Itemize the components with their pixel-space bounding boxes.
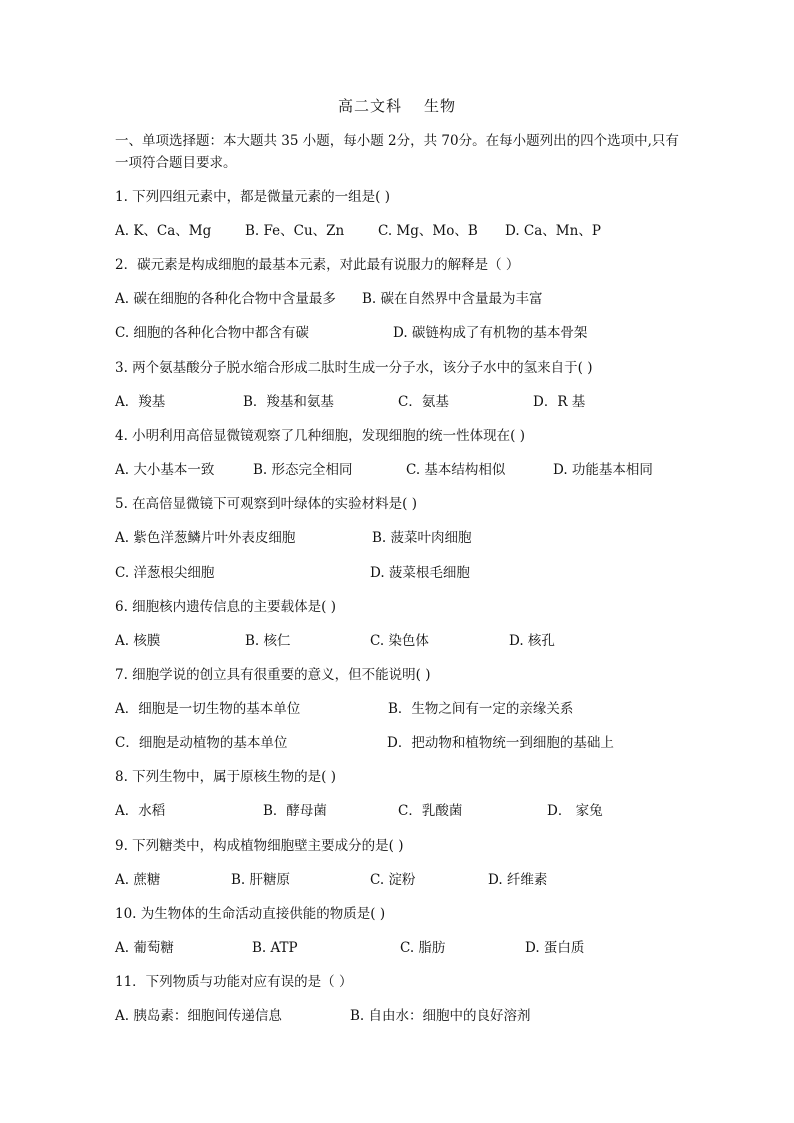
q1-option-d: D. Ca、Mn、P xyxy=(505,223,601,239)
q10-option-c: C. 脂肪 xyxy=(400,940,446,956)
question-6: 6. 细胞核内遗传信息的主要载体是( ) xyxy=(115,599,336,615)
q6-option-a: A. 核膜 xyxy=(115,633,161,649)
question-7: 7. 细胞学说的创立具有很重要的意义，但不能说明( ) xyxy=(115,667,431,683)
q1-option-a: A. K、Ca、Mg xyxy=(115,223,212,239)
q2-option-b: B. 碳在自然界中含量最为丰富 xyxy=(362,291,543,307)
q9-option-d: D. 纤维素 xyxy=(488,872,548,888)
question-9: 9. 下列糖类中，构成植物细胞壁主要成分的是( ) xyxy=(115,838,404,854)
question-5: 5. 在高倍显微镜下可观察到叶绿体的实验材料是( ) xyxy=(115,496,417,512)
q9-option-c: C. 淀粉 xyxy=(370,872,416,888)
q5-option-a: A. 紫色洋葱鳞片叶外表皮细胞 xyxy=(115,530,296,546)
title-main: 高二文科 xyxy=(337,97,402,115)
q9-option-a: A. 蔗糖 xyxy=(115,872,161,888)
q4-option-a: A. 大小基本一致 xyxy=(115,462,215,478)
question-11: 11．下列物质与功能对应有误的是（ ） xyxy=(115,974,353,990)
q11-option-a: A. 胰岛素：细胞间传递信息 xyxy=(115,1008,282,1024)
q6-option-d: D. 核孔 xyxy=(509,633,555,649)
q1-option-c: C. Mg、Mo、B xyxy=(378,223,478,239)
q6-option-c: C. 染色体 xyxy=(370,633,429,649)
q3-option-c: C．氨基 xyxy=(398,394,449,410)
q8-option-d: D． 家兔 xyxy=(547,803,603,819)
page-title xyxy=(0,95,794,116)
question-10: 10. 为生物体的生命活动直接供能的物质是( ) xyxy=(115,906,386,922)
q7-option-b: B．生物之间有一定的亲缘关系 xyxy=(388,701,574,717)
q2-option-a: A. 碳在细胞的各种化合物中含量最多 xyxy=(115,291,336,307)
q2-option-c: C. 细胞的各种化合物中都含有碳 xyxy=(115,325,309,341)
q4-option-b: B. 形态完全相同 xyxy=(253,462,353,478)
q10-option-d: D. 蛋白质 xyxy=(525,940,585,956)
question-1: 1. 下列四组元素中，都是微量元素的一组是( ) xyxy=(115,189,390,205)
q5-option-c: C. 洋葱根尖细胞 xyxy=(115,565,215,581)
q8-option-b: B．酵母菌 xyxy=(263,803,327,819)
q10-option-b: B. ATP xyxy=(252,940,298,956)
q8-option-c: C．乳酸菌 xyxy=(398,803,463,819)
q2-option-d: D. 碳链构成了有机物的基本骨架 xyxy=(393,325,588,341)
q9-option-b: B. 肝糖原 xyxy=(231,872,291,888)
q4-option-d: D. 功能基本相同 xyxy=(553,462,653,478)
question-4: 4. 小明利用高倍显微镜观察了几种细胞，发现细胞的统一性体现在( ) xyxy=(115,428,525,444)
question-3: 3. 两个氨基酸分子脱水缩合形成二肽时生成一分子水，该分子水中的氢来自于( ) xyxy=(115,360,593,376)
q7-option-a: A．细胞是一切生物的基本单位 xyxy=(115,701,301,717)
q5-option-d: D. 菠菜根毛细胞 xyxy=(370,565,470,581)
q3-option-d: D．R 基 xyxy=(533,394,586,410)
q1-option-b: B. Fe、Cu、Zn xyxy=(245,223,345,239)
q8-option-a: A．水稻 xyxy=(115,803,166,819)
q11-option-b: B. 自由水：细胞中的良好溶剂 xyxy=(350,1008,531,1024)
q5-option-b: B. 菠菜叶肉细胞 xyxy=(372,530,472,546)
question-8: 8. 下列生物中，属于原核生物的是( ) xyxy=(115,769,336,785)
q4-option-c: C. 基本结构相似 xyxy=(406,462,506,478)
q3-option-b: B．羧基和氨基 xyxy=(243,394,334,410)
question-2: 2．碳元素是构成细胞的最基本元素，对此最有说服力的解释是（ ） xyxy=(115,257,520,273)
q6-option-b: B. 核仁 xyxy=(245,633,291,649)
title-subject: 生物 xyxy=(424,97,457,115)
q3-option-a: A．羧基 xyxy=(115,394,166,410)
q10-option-a: A. 葡萄糖 xyxy=(115,940,174,956)
q7-option-d: D．把动物和植物统一到细胞的基础上 xyxy=(387,735,614,751)
section-instructions: 一、单项选择题：本大题共 35 小题，每小题 2分，共 70分。在每小题列出的四个选项中,只有一项符合题目要求。 xyxy=(115,133,679,171)
q7-option-c: C．细胞是动植物的基本单位 xyxy=(115,735,288,751)
